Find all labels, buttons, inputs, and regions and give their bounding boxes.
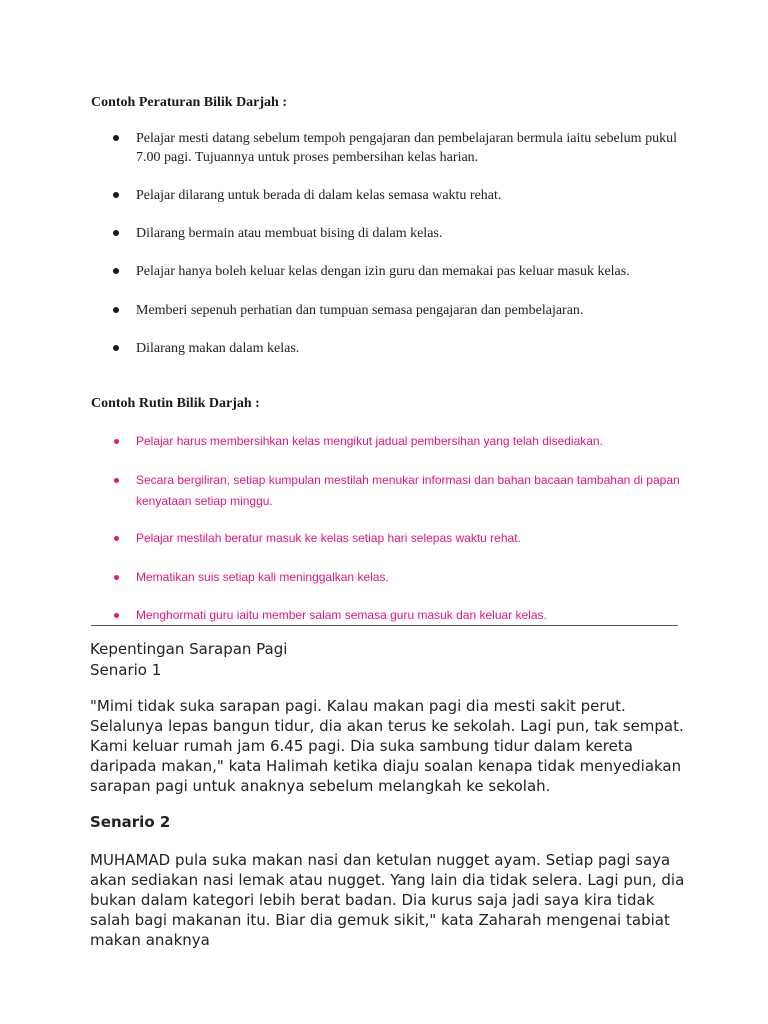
heading-peraturan: Contoh Peraturan Bilik Darjah : (91, 95, 287, 110)
senario2-paragraph: MUHAMAD pula suka makan nasi dan ketulan nugget ayam. Setiap pagi saya akan sediakan nasi lemak atau nugget. Yang lain dia tidak selera. Lagi pun, dia bukan dalam kategori lebih berat badan. Dia kurus saja jadi saya kira tidak salah bagi makanan itu. Biar dia gemuk sikit," kata Zaharah mengenai tabiat makan anaknya (90, 851, 685, 949)
bullet-icon (113, 230, 119, 236)
list-item-text: Secara bergiliran, setiap kumpulan mestilah menukar informasi dan bahan bacaan tambahan di papan kenyataan setiap minggu. (136, 473, 680, 508)
bullet-icon (114, 478, 119, 483)
bullet-icon (113, 268, 119, 274)
bullet-icon (113, 135, 119, 141)
list-item-text: Menghormati guru iaitu member salam semasa guru masuk dan keluar kelas. (136, 608, 547, 622)
list-item-text: Mematikan suis setiap kali meninggalkan kelas. (136, 570, 389, 584)
bullet-icon (113, 307, 119, 313)
bullet-icon (114, 536, 119, 541)
list-item-text: Pelajar harus membersihkan kelas mengikut jadual pembersihan yang telah disediakan. (136, 434, 603, 448)
list-item-text: Pelajar hanya boleh keluar kelas dengan izin guru dan memakai pas keluar masuk kelas. (136, 264, 630, 279)
section-divider (91, 625, 678, 626)
list-item-text: Pelajar mestilah beratur masuk ke kelas setiap hari selepas waktu rehat. (136, 531, 521, 545)
senario2-label: Senario 2 (90, 813, 171, 831)
list-item-text: Memberi sepenuh perhatian dan tumpuan semasa pengajaran dan pembelajaran. (136, 303, 584, 318)
heading-rutin: Contoh Rutin Bilik Darjah : (91, 396, 260, 411)
bullet-icon (114, 613, 119, 618)
bullet-icon (113, 345, 119, 351)
bullet-icon (113, 192, 119, 198)
heading-sarapan: Kepentingan Sarapan Pagi (90, 640, 288, 658)
bullet-icon (114, 439, 119, 444)
list-item-text: Pelajar mesti datang sebelum tempoh pengajaran dan pembelajaran bermula iaitu sebelum pukul 7.00 pagi. Tujuannya untuk proses pembersihan kelas harian. (136, 131, 677, 165)
list-item-text: Pelajar dilarang untuk berada di dalam kelas semasa waktu rehat. (136, 188, 502, 203)
senario1-paragraph: "Mimi tidak suka sarapan pagi. Kalau makan pagi dia mesti sakit perut. Selalunya lepas bangun tidur, dia akan terus ke sekolah. Lagi pun, tak sempat. Kami keluar rumah jam 6.45 pagi. Dia suka sambung tidur dalam kereta daripada makan," kata Halimah ketika diaju soalan kenapa tidak menyediakan sarapan pagi untuk anaknya sebelum melangkah ke sekolah. (90, 697, 684, 795)
list-item-text: Dilarang bermain atau membuat bising di dalam kelas. (136, 226, 443, 241)
bullet-icon (114, 575, 119, 580)
senario1-label: Senario 1 (90, 661, 162, 679)
list-item-text: Dilarang makan dalam kelas. (136, 341, 300, 356)
